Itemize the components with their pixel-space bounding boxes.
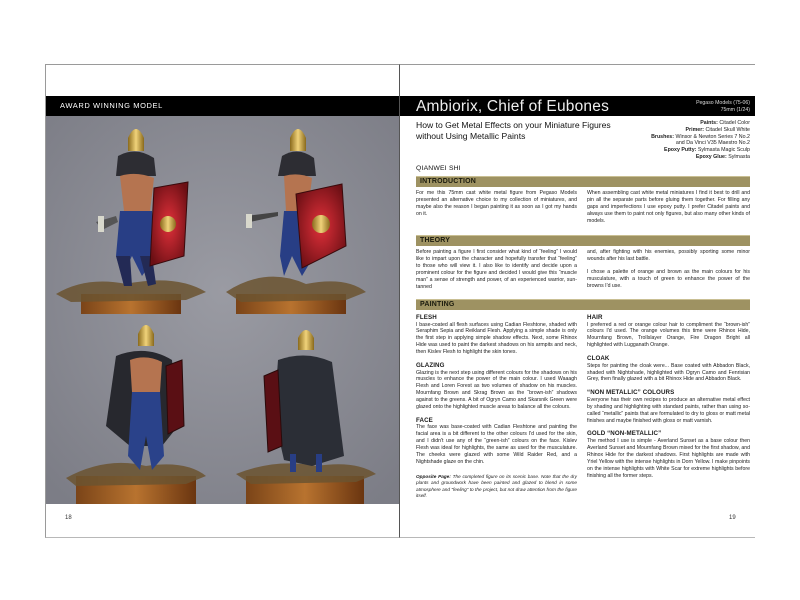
section-label: AWARD WINNING MODEL [60,101,163,110]
section-band-painting [416,299,750,310]
section-heading: INTRODUCTION [420,178,477,185]
section-heading: PAINTING [420,301,455,308]
theory-col-left: Before painting a figure I first consider what kind of “feeling” I would like to impart upon the character and hopefully transfer that “feeling” to those who will view it. I also like to identify and decide upon a prominent colour for the figure and decided I would give this “muscle man” a sense of strength and power, of an experienced warrior, sun-tanned [416,249,577,290]
maker-info [696,100,750,114]
specs-list [651,120,750,161]
section-band-theory [416,235,750,246]
painting-col-right: HAIR I preferred a red or orange colour hair to compliment the “brown-ish” colours I'd used. The orange volumes this time were Rhinox Hide, Mournfang Brown, Trollslayer Orange, Fire Dragon Bright all highlighted with Lugganath Orange. CLOAK Steps for painting the cloak were... Base coated with Abbadon Black, shaded with Nightshade, highlighted with Ogryn Camo and Fenrisian Grey, then finally glazed with a bit Rhinox Hide and Abbadon Black. “NON METALLIC” COLOURS Everyone has their own recipes to produce an alternative metal effect by shading and highlighting with standard paints, rather than using so-called “metallic” paints that are formulated to dry to gloss or matt metal finishes and maybe finished with gloss or matt varnish. GOLD “NON-METALLIC” The method I use is simple - Averland Sunset as a base colour then Averland Sunset and Mournfang Brown mixed for the first shadow, and Rhinox Hide for the darkest shadows. First highlights are made with Yriel Yellow with the intense highlights in Dorn Yellow. I make pinpoints on the intense highlights with White Scar for extreme highlights before finishing all the former steps. [587,314,750,479]
spec-item: Epoxy Putty: Sylmasta Magic Sculp [664,147,750,154]
subheading-cloak: CLOAK [587,355,610,363]
subheading-face: FACE [416,416,433,424]
spec-item: Paints: Citadel Color [700,120,750,126]
intro-col-left: For me this 75mm cast white metal figure from Pegaso Models presented an alternative choice to my collection of miniatures, and maybe also the reason I began painting it as soon as I got my hands on it. [416,190,577,217]
right-header-bar [400,96,755,116]
spec-item: Brushes: Winsor & Newton Series 7 No.2 [651,133,750,140]
page-number-left: 18 [65,515,72,521]
photo-caption: Opposite Page: The completed figure on its scenic base. Note that the dry plants and groundwork have been painted and glazed to blend in some atmosphere and “feeling” to the project, but not draw attention from the figure itself. [416,473,577,499]
subheading-gold: GOLD “NON-METALLIC” [587,430,662,438]
painting-col-left: FLESH I base-coated all flesh surfaces using Cadian Fleshtone, shaded with Seraphim Sepia and Reikland Flesh. Applying a simple shade is only the first step in applying simple shadow effects. Next, some Rhinox Hide was used to paint the darkest shadows on his armpits and neck, then Kislev Flesh to highlight the skin tones. GLAZING Glazing is the next step using different colours for the shadows on his muscles to enhance the power of the main colour. I used Waaagh Flesh and Loren Forest as two volumes of shadow on his muscles. Mournfang Brown and Skrag Brown as the “brown-ish” shadows against to the greens. A bit of Ogryn Camo and Skarsnik Green were glazed onto the highlighted muscle areas to balance all the colours. FACE The face was base-coated with Cadian Fleshtone and painting the facial area is a bit different to the other colours I'd used for the skin, and I didn't use any of the “green-ish” colours on the face. Kislev Flesh was ideal for highlights, the same as used for the musculature. The cheeks were glazed with some Wild Raider Red, and a Nightshade glaze on the chin. Opposite Page: The completed figure on its scenic base. Note that the dry plants and groundwork have been painted and glazed to blend in some atmosphere and “feeling” to the project, but not draw attention from the figure itself. [416,314,577,499]
page-number-right: 19 [729,515,736,521]
left-page [45,64,400,538]
intro-col-right: When assembling cast white metal miniatures I find it best to drill and pin all the separate parts before gluing them together. For filling any gaps and imperfections I use epoxy putty. I prefer Citadel paints and always use them to paint not only figures, but also many other kinds of models. [587,190,750,224]
maker-scale: 75mm (1/24) [720,107,750,113]
spec-item: and Da Vinci V35 Maestro No.2 [675,140,750,147]
subheading-glazing: GLAZING [416,362,445,370]
photo-panel [46,116,400,504]
spec-item: Primer: Citadel Skull White [685,126,750,133]
left-header-bar [46,96,400,116]
theory-col-right: and, after fighting with his enemies, possibly sporting some minor wounds after his last battle. I chose a palette of orange and brown as the main colours for his musculature, with a touch of green to enhance the power of the browns I'd use. [587,249,750,289]
section-band-introduction [416,176,750,187]
right-page [399,64,755,538]
subheading-flesh: FLESH [416,314,437,321]
subheading-hair: HAIR [587,314,603,321]
miniature-figures-photo [46,116,400,504]
spec-item: Epoxy Glue: Sylmasta [695,153,750,160]
author-name: QIANWEI SHI [416,165,461,172]
subheading-nmm: “NON METALLIC” COLOURS [587,389,675,397]
article-title: Ambiorix, Chief of Eubones [416,98,610,115]
article-subtitle: How to Get Metal Effects on your Miniature Figures without Using Metallic Paints [416,120,611,141]
maker-name: Pegaso Models (75-06) [696,100,750,106]
section-heading: THEORY [420,237,451,244]
